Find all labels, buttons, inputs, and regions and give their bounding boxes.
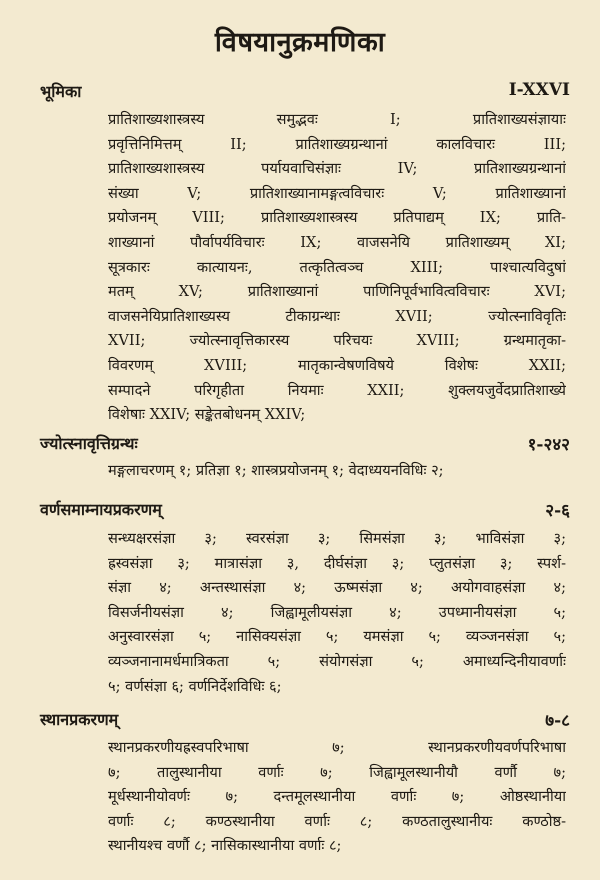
section-body-sthana [108, 736, 566, 859]
section-page-range: १-२४२ [527, 435, 570, 455]
entry-line: शाख्यानां पौर्वापर्यविचारः IX; वाजसनेयि प्रातिशाख्यम् XI; [108, 233, 566, 251]
entry-line: सन्ध्यक्षरसंज्ञा ३; स्वरसंज्ञा ३; सिमसंज्ञा ३; भाविसंज्ञा ३; [108, 530, 566, 547]
entry-line: सम्पादने परिगृहीता नियमाः XXII; शुक्लयजुर्वेदप्रातिशाख्ये [108, 381, 566, 399]
entry-line: प्रातिशाख्यशास्त्रस्य पर्यायवाचिसंज्ञाः IV; प्रातिशाख्यग्रन्थानां [108, 160, 566, 178]
entry-line: XVII; ज्योत्स्नावृत्तिकारस्य परिचयः XVIII; ग्रन्थमातृका- [108, 332, 566, 350]
entry-line: मूर्धस्थानीयोवर्णः ७; दन्तमूलस्थानीया वर्णाः ७; ओष्ठस्थानीया [108, 788, 566, 806]
entry-line: मङ्गलाचरणम् १; प्रतिज्ञा १; शास्त्रप्रयोजनम् १; वेदाध्ययनविधिः २; [108, 462, 444, 479]
page-title: विषयानुक्रमणिका [214, 27, 386, 58]
section-body-varnasamamnaya [108, 527, 566, 699]
entry-line: मतम् XV; प्रातिशाख्यानां पाणिनिपूर्वभावित्वविचारः XVI; [108, 283, 566, 301]
section-heading-jyotsna [40, 432, 570, 460]
section-page-range: I-XXVI [508, 80, 570, 100]
section-page-range: २-६ [545, 501, 570, 521]
section-heading-varnasamamnaya [40, 498, 570, 526]
section-label: ज्योत्स्नावृत्तिग्रन्थः [40, 434, 138, 453]
entry-line: ह्रस्वसंज्ञा ३; मात्रासंज्ञा ३, दीर्घसंज्ञा ३; प्लुतसंज्ञा ३; स्पर्श- [108, 554, 566, 572]
entry-line: व्यञ्जनानामर्धमात्रिकता ५; संयोगसंज्ञा ५; अमाध्यन्दिनीयावर्णाः [108, 652, 566, 670]
entry-line: प्रयोजनम् VIII; प्रातिशाख्यशास्त्रस्य प्रतिपाद्यम् IX; प्राति- [108, 209, 566, 227]
entry-line: अनुस्वारसंज्ञा ५; नासिक्यसंज्ञा ५; यमसंज्ञा ५; व्यञ्जनसंज्ञा ५; [108, 628, 566, 646]
entry-line: सूत्रकारः कात्यायनः, तत्कृतित्वञ्च XIII; पाश्चात्यविदुषां [108, 258, 566, 276]
entry-line: स्थानप्रकरणीयह्रस्वपरिभाषा ७; स्थानप्रकरणीयवर्णपरिभाषा [108, 739, 566, 756]
section-body-bhumika [108, 108, 566, 428]
section-label: भूमिका [40, 82, 82, 101]
entry-line: वर्णाः ८; कण्ठस्थानीया वर्णाः ८; कण्ठतालुस्थानीयः कण्ठोष्ठ- [108, 812, 566, 830]
entry-line: विवरणम् XVIII; मातृकान्वेषणविषये विशेषः XXII; [108, 356, 566, 374]
section-label: स्थानप्रकरणम् [40, 710, 119, 729]
entry-line: विसर्जनीयसंज्ञा ४; जिह्वामूलीयसंज्ञा ४; उपध्मानीयसंज्ञा ५; [108, 603, 566, 621]
section-heading-bhumika [40, 80, 570, 108]
entry-line: संज्ञा ४; अन्तस्थासंज्ञा ४; ऊष्मसंज्ञा ४; अयोगवाहसंज्ञा ४; [108, 579, 566, 597]
entry-line: वाजसनेयिप्रातिशाख्यस्य टीकाग्रन्थाः XVII; ज्योत्स्नाविवृतिः [108, 307, 566, 325]
entry-line: विशेषाः XXIV; सङ्केतबोधनम् XXIV; [108, 406, 306, 424]
section-heading-sthana [40, 708, 570, 736]
section-body-jyotsna [108, 459, 516, 484]
entry-line: ७; तालुस्थानीया वर्णाः ७; जिह्वामूलस्थानीयौ वर्णौ ७; [108, 763, 566, 781]
entry-line: प्रातिशाख्यशास्त्रस्य समुद्भवः I; प्रातिशाख्यसंज्ञायाः [108, 111, 566, 128]
entry-line: संख्या V; प्रातिशाख्यानामङ्गत्वविचारः V; प्रातिशाख्यानां [108, 184, 566, 202]
entry-line: प्रवृत्तिनिमित्तम् II; प्रातिशाख्यग्रन्थानां कालविचारः III; [108, 135, 566, 153]
section-label: वर्णसमाम्नायप्रकरणम् [40, 500, 162, 519]
section-page-range: ७-८ [545, 711, 570, 731]
entry-line: ५; वर्णसंज्ञा ६; वर्णनिर्देशविधिः ६; [108, 677, 282, 695]
entry-line: स्थानीयश्च वर्णौ ८; नासिकास्थानीया वर्णाः ८; [108, 837, 342, 855]
